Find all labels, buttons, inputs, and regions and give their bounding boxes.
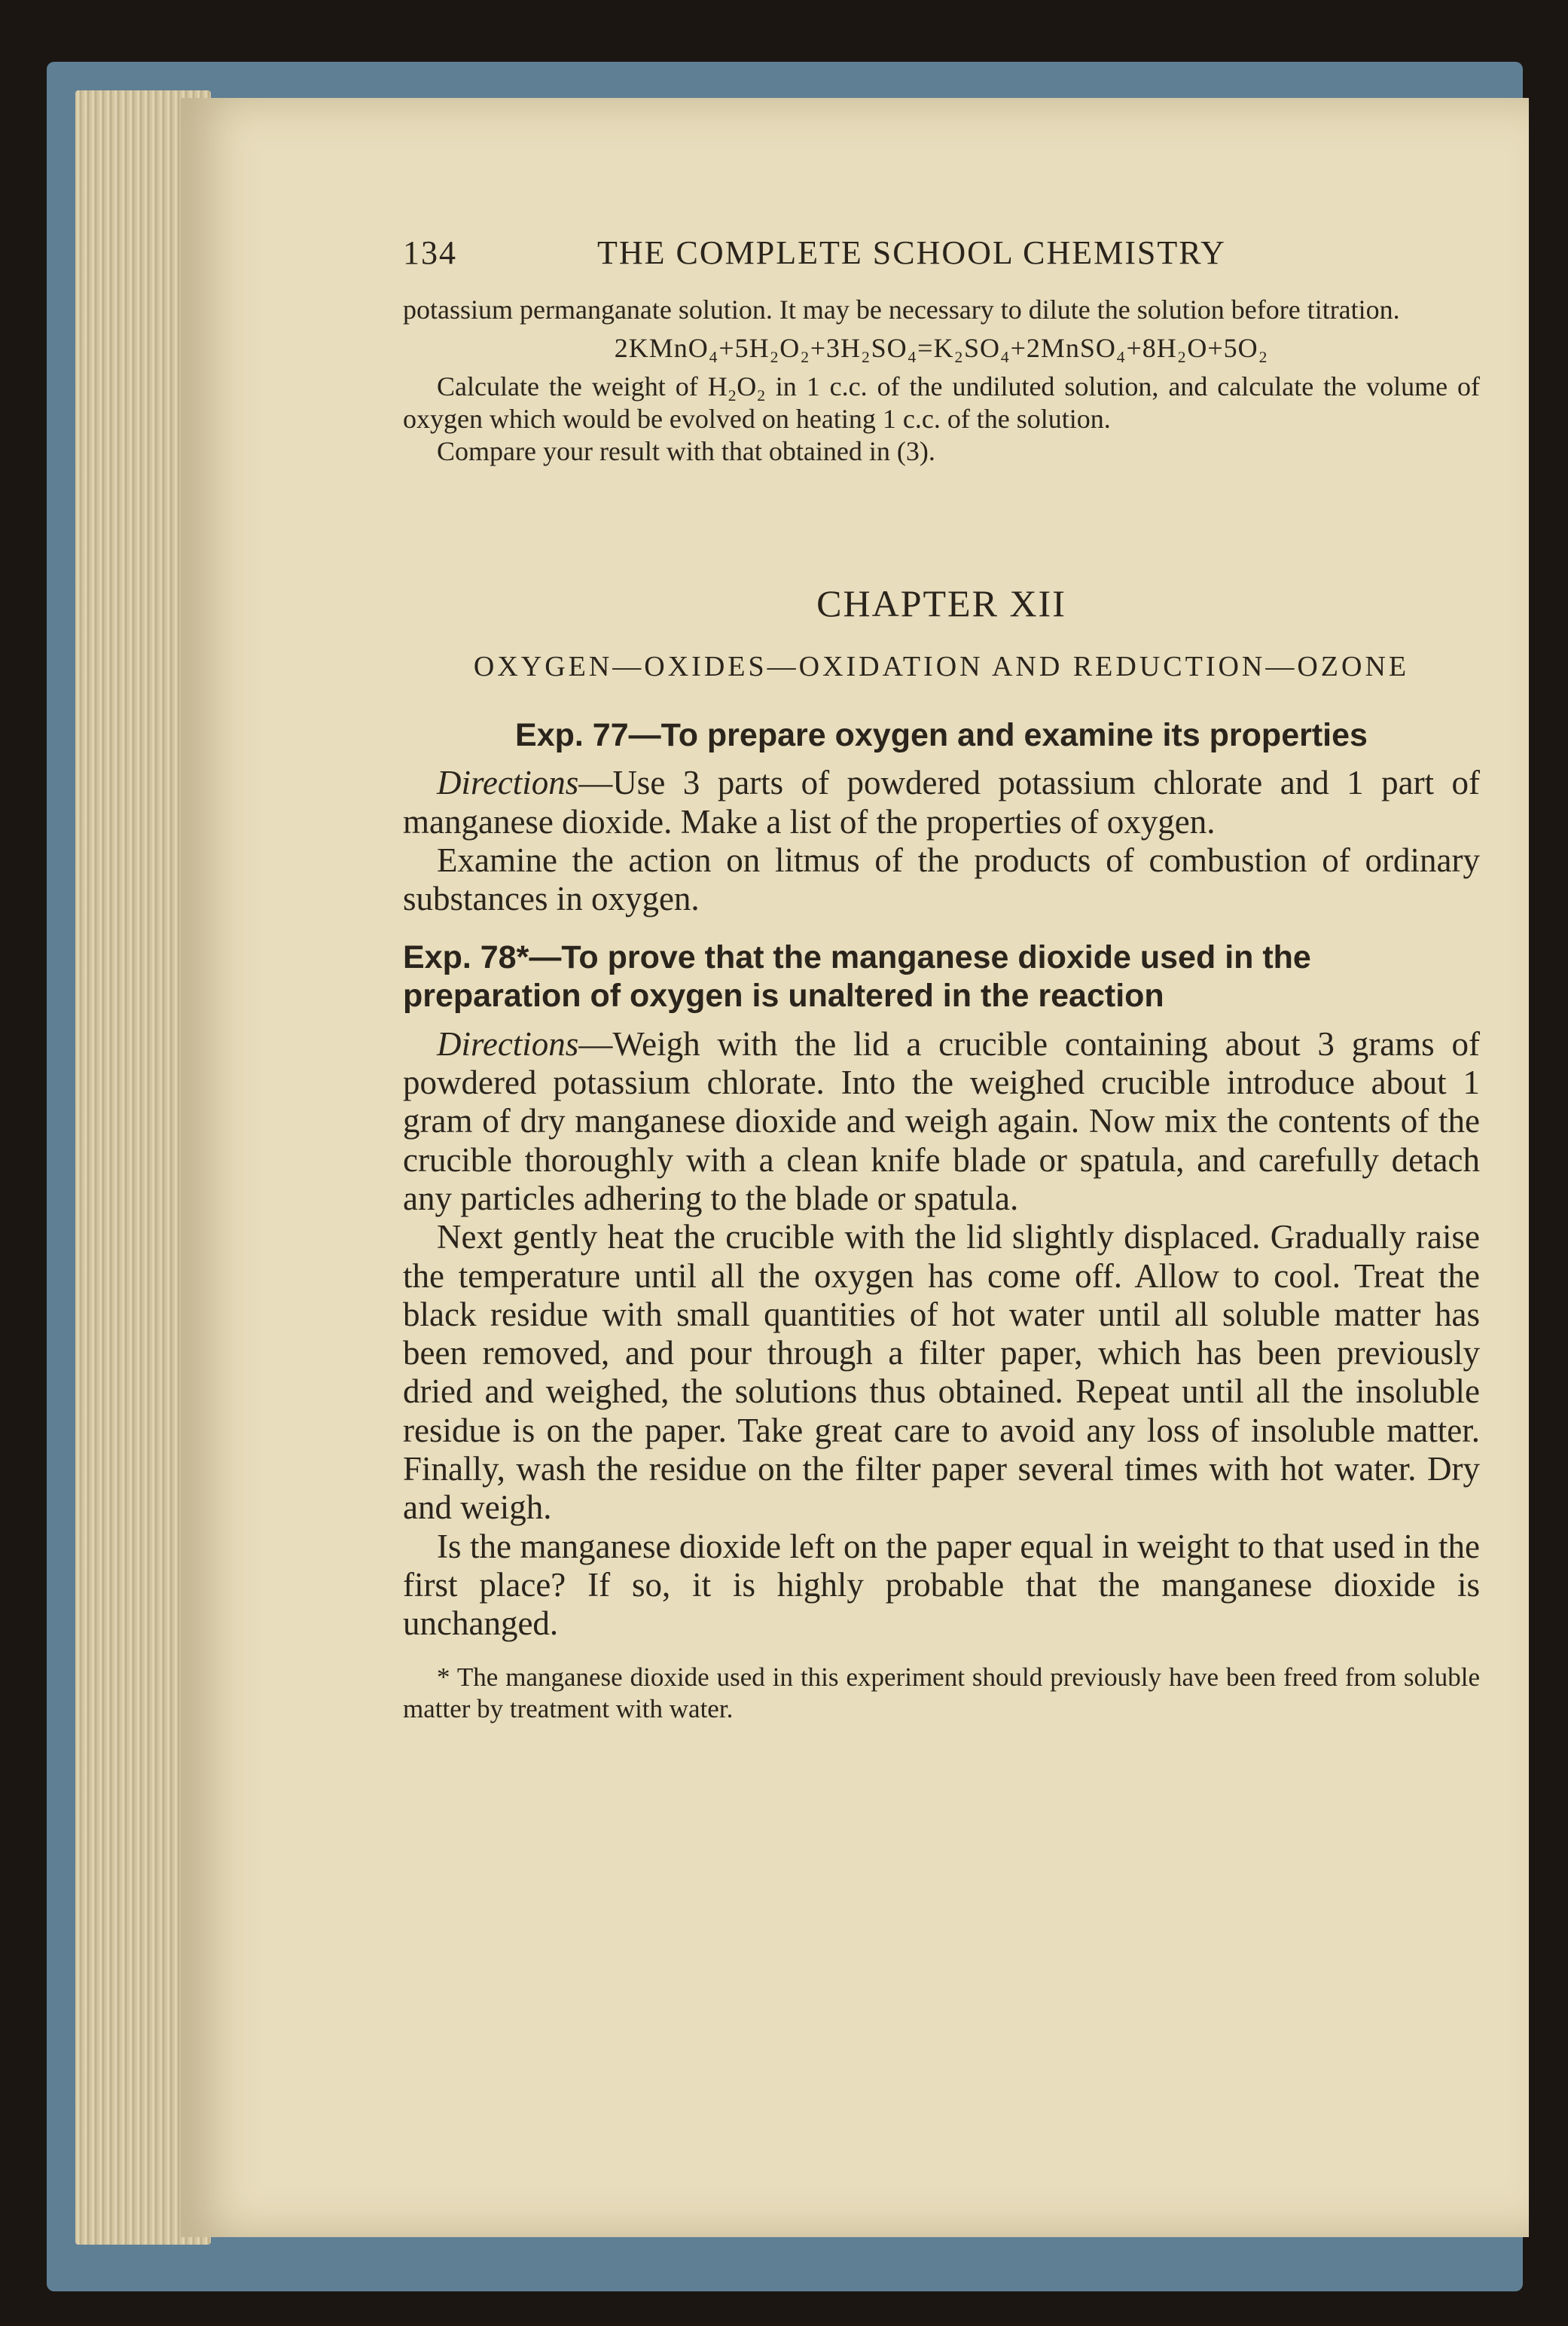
exp77-directions [403,764,1480,841]
page-number: 134 [403,234,457,271]
top-section [403,294,1480,469]
chemical-equation: 2KMnO₄+5H₂O₂+3H₂SO₄=K₂SO₄+2MnSO₄+8H₂O+5O₂ [614,333,1269,364]
exp78-directions-label: Directions [437,1024,579,1063]
running-title: THE COMPLETE SCHOOL CHEMISTRY [597,234,1226,271]
chapter-subtitle: OXYGEN—OXIDES—OXIDATION AND REDUCTION—OZONE [473,650,1410,682]
chapter-title: CHAPTER XII [816,582,1066,624]
footnote: * The manganese dioxide used in this experiment should previously have been freed from soluble matter by treatment with water. [403,1662,1480,1723]
exp77-directions-label: Directions [437,764,579,802]
permanganate-text: potassium permanganate solution. It may be necessary to dilute the solution before titration. [403,295,1400,325]
exp78-directions-text: —Weigh with the lid a crucible containing about 3 grams of powdered potassium chlorate. Into the weighed crucible introduce about 1 gram of dry manganese dioxide and weigh again. Now mix the contents of the crucible thoroughly with a clean knife blade or spatula, and carefully detach any particles adhering to the blade or spatula. [403,1024,1480,1217]
exp78-paragraph-3: Is the manganese dioxide left on the paper equal in weight to that used in the first place? If so, it is highly probable that the manganese dioxide is unchanged. [403,1527,1480,1643]
exp77-directions-text: —Use 3 parts of powdered potassium chlorate and 1 part of manganese dioxide. Make a list of the properties of oxygen. [403,764,1480,841]
page-content [403,234,1480,1751]
exp78-heading: Exp. 78*—To prove that the manganese dioxide used in the preparation of oxygen is unaltered in the reaction [403,939,1311,1015]
exp78-directions [403,1025,1480,1218]
compare-text: Compare your result with that obtained in (3). [437,436,935,467]
calculation-text: Calculate the weight of H₂O₂ in 1 c.c. of the undiluted solution, and calculate the volume of oxygen which would be evolved on heating 1 c.c. of the solution. [403,371,1480,435]
exp77-paragraph: Examine the action on litmus of the products of combustion of ordinary substances in oxygen. [403,841,1480,918]
exp77-heading: Exp. 77—To prepare oxygen and examine its properties [515,716,1368,753]
exp78-paragraph-2: Next gently heat the crucible with the lid slightly displaced. Gradually raise the temperature until all the oxygen has come off. Allow to cool. Treat the black residue with small quantities of hot water until all soluble matter has been removed, and pour through a filter paper, which has been previously dried and weighed, the solutions thus obtained. Repeat until all the insoluble residue is on the paper. Take great care to avoid any loss of insoluble matter. Finally, wash the residue on the filter paper several times with hot water. Dry and weigh. [403,1218,1480,1527]
running-head [403,234,1480,294]
